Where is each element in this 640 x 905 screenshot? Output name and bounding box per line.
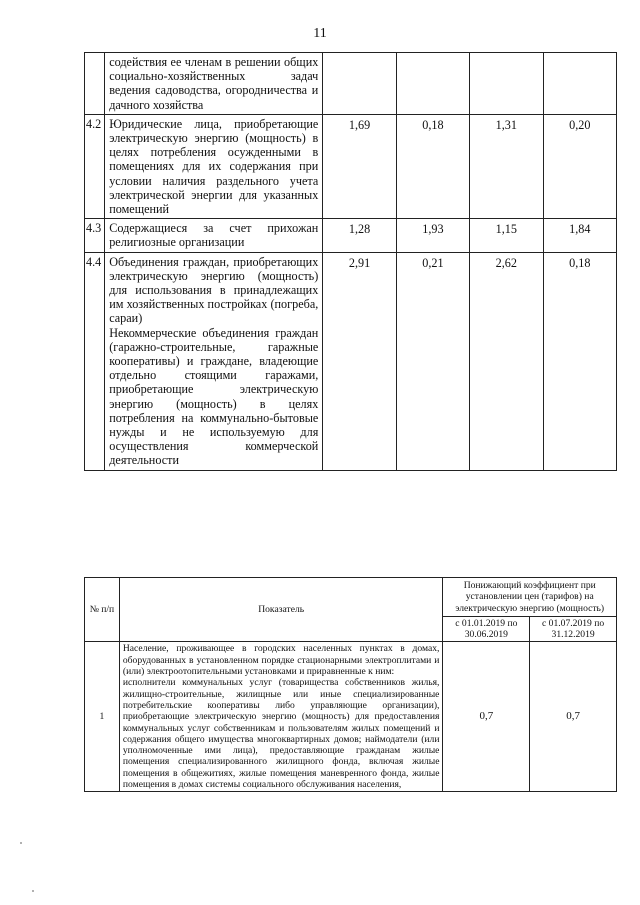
- row-number: 1: [85, 642, 120, 792]
- row-description-paragraph: Население, проживающее в городских населенных пунктах в домах, оборудованных в установленном порядке стационарными электроплитами и (или) электроотопительными установками и приравненные к ним:: [122, 643, 440, 678]
- row-value: 1,31: [470, 114, 543, 218]
- row-description-paragraph: Юридические лица, приобретающие электрическую энергию (мощность) в целях потребления осужденными в помещениях для их содержания при условии наличия раздельного учета электрической энергии для указанных помещений: [109, 116, 319, 217]
- row-value: [323, 53, 396, 115]
- row-value: 0,18: [396, 114, 469, 218]
- row-value: 0,18: [543, 252, 616, 470]
- row-description: [105, 252, 323, 470]
- row-number: 4.3: [85, 219, 105, 252]
- header-indicator: Показатель: [119, 578, 443, 642]
- row-description: [119, 642, 443, 792]
- row-value: 1,84: [543, 219, 616, 252]
- table-row: [85, 219, 617, 252]
- header-number: № п/п: [85, 578, 120, 642]
- row-description-paragraph: Содержащиеся за счет прихожан религиозные организации: [109, 221, 319, 250]
- reduction-coefficient-table: [84, 577, 617, 792]
- row-value: 1,15: [470, 219, 543, 252]
- row-value: 0,21: [396, 252, 469, 470]
- row-value: [396, 53, 469, 115]
- row-value: 0,7: [530, 642, 617, 792]
- row-description-paragraph: Некоммерческие объединения граждан (гаражно-строительные, гаражные кооперативы) и граждане, владеющие отдельно стоящими гаражами, приобретающие электрическую энергию (мощность) в целях потребления на коммунально-бытовые нужды и не используемую для осуществления коммерческой деятельности: [109, 325, 319, 468]
- row-value: 1,28: [323, 219, 396, 252]
- row-value: 2,62: [470, 252, 543, 470]
- header-coefficient: Понижающий коэффициент при установлении цен (тарифов) на электрическую энергию (мощность): [443, 578, 617, 617]
- scan-speck: [20, 842, 22, 844]
- row-value: 0,7: [443, 642, 530, 792]
- page-number: 11: [313, 26, 327, 41]
- table-row: [85, 642, 617, 792]
- row-value: 0,20: [543, 114, 616, 218]
- header-period: с 01.01.2019 по 30.06.2019: [443, 616, 530, 642]
- row-number: 4.4: [85, 252, 105, 470]
- table-header-row: [85, 578, 617, 617]
- row-value: 2,91: [323, 252, 396, 470]
- row-description: [105, 219, 323, 252]
- row-description: [105, 53, 323, 115]
- row-value: 1,93: [396, 219, 469, 252]
- row-description: [105, 114, 323, 218]
- row-number: 4.2: [85, 114, 105, 218]
- row-description-paragraph: Объединения граждан, приобретающих электрическую энергию (мощность) для использования в принадлежащих им хозяйственных постройках (погреба, сараи): [109, 254, 319, 326]
- row-description-paragraph: содействия ее членам в решении общих социально-хозяйственных задач ведения садоводства, огородничества и дачного хозяйства: [109, 55, 319, 112]
- scan-speck: [32, 890, 34, 892]
- row-value: 1,69: [323, 114, 396, 218]
- row-description-paragraph: исполнители коммунальных услуг (товарищества собственников жилья, жилищно-строительные, жилищные или иные специализированные потребительские кооперативы либо управляющие организации), приобретающие электрическую энергию (мощность) для предоставления коммунальных услуг собственникам и пользователям жилых помещений и содержания общего имущества многоквартирных домов; наймодатели (или уполномоченные ими лица), предоставляющие гражданам жилые помещения специализированного жилищного фонда, включая жилые помещения в общежитиях, жилые помещения маневренного фонда, жилые помещения в домах системы социального обслуживания населения,: [122, 677, 440, 791]
- table-row: [85, 114, 617, 218]
- tariff-table-continued: [84, 52, 617, 471]
- header-period: с 01.07.2019 по 31.12.2019: [530, 616, 617, 642]
- row-number: [85, 53, 105, 115]
- row-value: [470, 53, 543, 115]
- row-value: [543, 53, 616, 115]
- table-row: [85, 53, 617, 115]
- table-row: [85, 252, 617, 470]
